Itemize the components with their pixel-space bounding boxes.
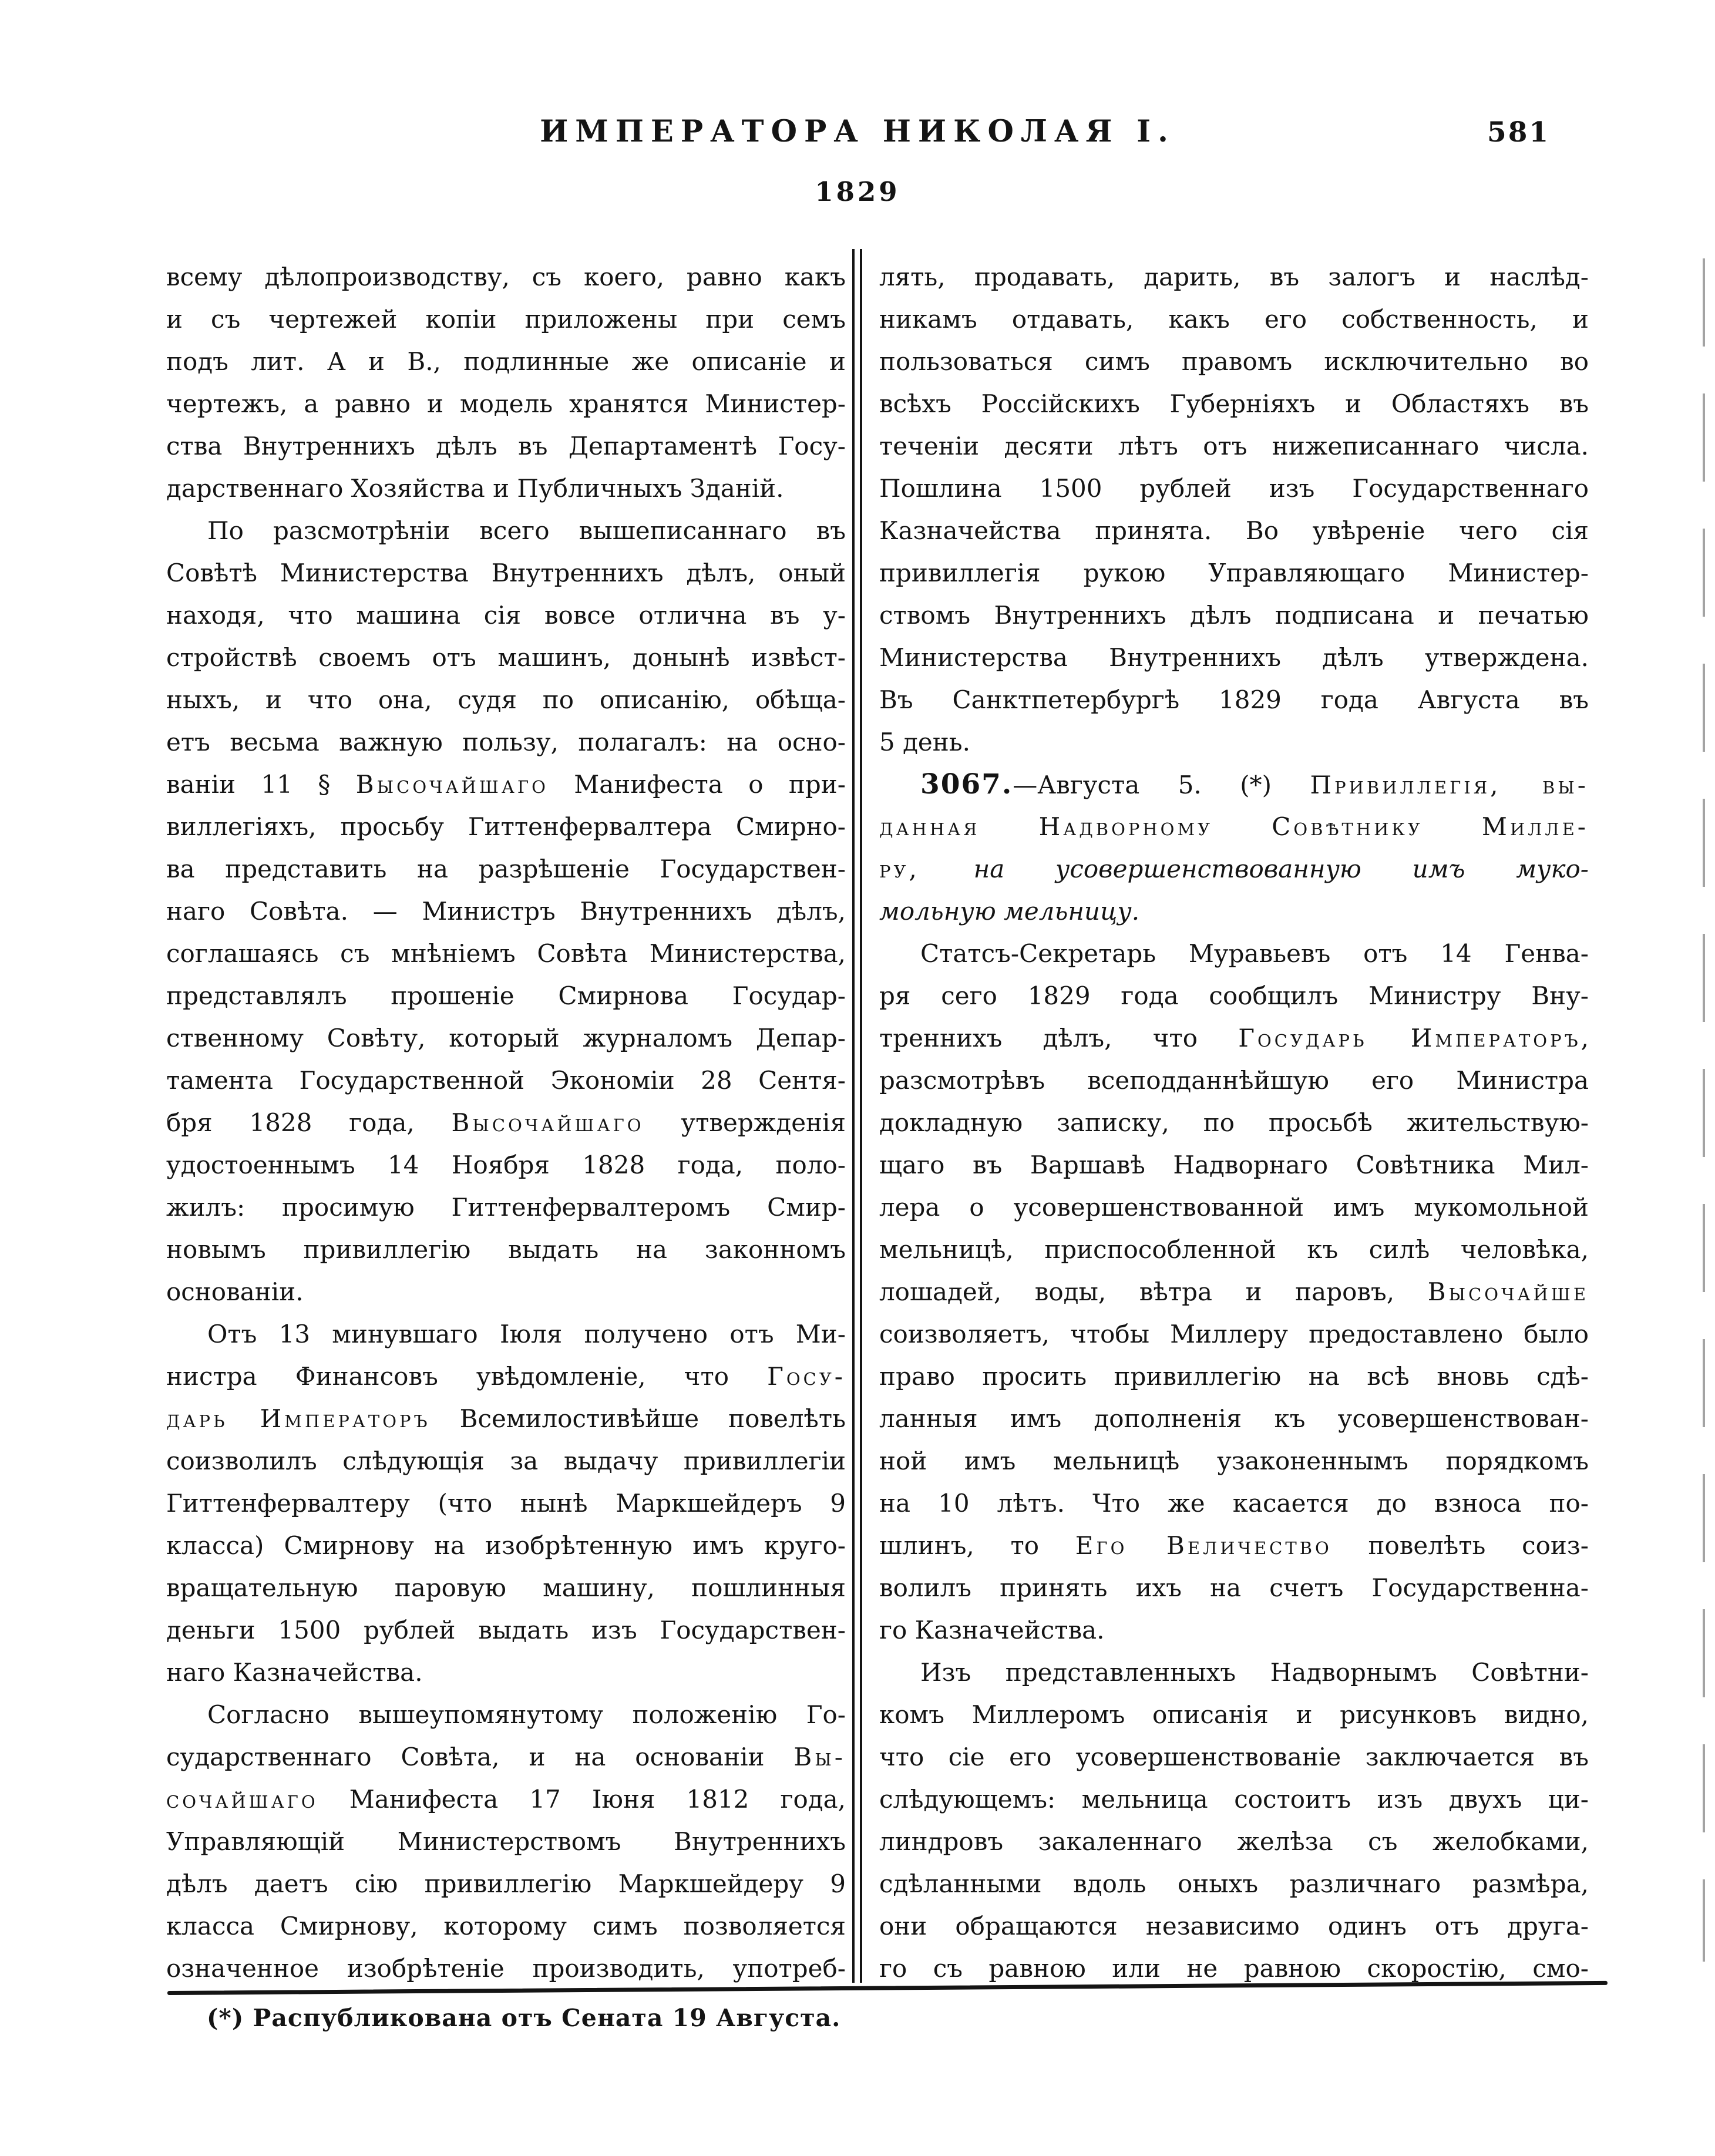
body-text: ря сего 1829 года сообщилъ Министру Вну- <box>879 981 1589 1010</box>
text-line <box>166 552 846 594</box>
smallcaps-text: Высочайшаго <box>355 770 549 799</box>
smallcaps-text: дарь Императоръ <box>166 1404 431 1433</box>
body-text: Отъ 13 минувшаго Іюля получено отъ Ми- <box>207 1320 846 1348</box>
text-line <box>166 341 846 383</box>
body-text: Статсъ-Секретарь Муравьевъ отъ 14 Генва- <box>920 939 1589 968</box>
text-line <box>166 425 846 467</box>
text-line <box>879 1863 1589 1905</box>
body-text: ныхъ, и что она, судя по описанію, обѣща- <box>166 685 846 714</box>
body-text: вращательную паровую машину, пошлинныя <box>166 1573 846 1602</box>
body-text: слѣдующемъ: мельница состоитъ изъ двухъ ци- <box>879 1785 1589 1814</box>
year-heading: 1829 <box>815 176 900 207</box>
body-text: шлинъ, то <box>879 1531 1075 1560</box>
page-edge-artifact <box>1703 258 1705 1962</box>
body-text: ной имъ мельницѣ узаконеннымъ порядкомъ <box>879 1447 1589 1475</box>
text-line <box>166 848 846 890</box>
text-line <box>166 1652 846 1694</box>
text-line <box>166 1398 846 1440</box>
body-text: находя, что машина сія вовсе отлична въ у- <box>166 601 846 630</box>
smallcaps-text: Высочайше <box>1427 1277 1589 1306</box>
text-line <box>879 763 1589 806</box>
body-text: удостоеннымъ 14 Ноября 1828 года, поло- <box>166 1151 846 1179</box>
body-text: никамъ отдавать, какъ его собственность, и <box>879 305 1589 334</box>
body-text: привиллегія рукою Управляющаго Министер- <box>879 559 1589 587</box>
body-text: ствомъ Внутреннихъ дѣлъ подписана и печатью <box>879 601 1589 630</box>
text-line <box>166 467 846 510</box>
text-line <box>879 1102 1589 1144</box>
text-line <box>879 1398 1589 1440</box>
text-line <box>166 1102 846 1144</box>
text-line <box>879 890 1589 933</box>
text-line <box>879 467 1589 510</box>
text-line <box>166 594 846 637</box>
text-line <box>879 1144 1589 1186</box>
body-text: Совѣтѣ Министерства Внутреннихъ дѣлъ, оный <box>166 559 846 587</box>
body-text: теченіи десяти лѣтъ отъ нижеписаннаго числа. <box>879 432 1589 460</box>
text-line <box>879 383 1589 425</box>
body-text: етъ весьма важную пользу, полагалъ: на осно- <box>166 728 846 756</box>
body-text: тамента Государственной Экономіи 28 Сентя- <box>166 1066 846 1095</box>
italic-text: на усовершенствованную имъ муко- <box>973 855 1589 883</box>
body-text: —Августа 5. (*) <box>1013 771 1310 799</box>
text-line <box>166 1356 846 1398</box>
text-line <box>879 1905 1589 1948</box>
text-line <box>879 1440 1589 1482</box>
text-line <box>166 1948 846 1990</box>
body-text: дарственнаго Хозяйства и Публичныхъ Зданій. <box>166 474 784 503</box>
text-line <box>166 806 846 848</box>
body-text: лера о усовершенствованной имъ мукомольной <box>879 1193 1589 1222</box>
body-text: Въ Санктпетербургѣ 1829 года Августа въ <box>879 685 1589 714</box>
text-line <box>166 1778 846 1821</box>
body-text: соизволилъ слѣдующія за выдачу привиллегіи <box>166 1447 846 1475</box>
body-text: наго Казначейства. <box>166 1658 423 1687</box>
body-text: виллегіяхъ, просьбу Гиттенфервалтера Смирно- <box>166 812 846 841</box>
text-line <box>879 1821 1589 1863</box>
text-line <box>879 637 1589 679</box>
body-text: утвержденія <box>644 1108 846 1137</box>
body-text: повелѣть соиз- <box>1331 1531 1589 1560</box>
body-text: ства Внутреннихъ дѣлъ въ Департаментѣ Госу- <box>166 432 846 460</box>
text-line <box>166 1186 846 1229</box>
body-text: деньги 1500 рублей выдать изъ Государствен- <box>166 1616 846 1644</box>
text-line <box>879 1609 1589 1652</box>
body-text: По разсмотрѣніи всего вышеписаннаго въ <box>207 516 846 545</box>
body-text: право просить привиллегію на всѣ вновь сдѣ- <box>879 1362 1589 1391</box>
left-column <box>166 256 846 1990</box>
body-text: нистра Финансовъ увѣдомленіе, что <box>166 1362 768 1391</box>
text-line <box>166 975 846 1017</box>
body-text: ва представить на разрѣшеніе Государствен- <box>166 855 846 883</box>
body-text: разсмотрѣвъ всеподданнѣйшую его Министра <box>879 1066 1589 1095</box>
smallcaps-text: ру, <box>879 855 974 883</box>
text-line <box>879 1229 1589 1271</box>
text-line <box>879 848 1589 890</box>
body-text: соизволяетъ, чтобы Миллеру предоставлено было <box>879 1320 1589 1348</box>
text-line <box>879 1313 1589 1356</box>
text-line <box>879 679 1589 721</box>
body-text: комъ Миллеромъ описанія и рисунковъ видно, <box>879 1700 1589 1729</box>
running-head: ИМПЕРАТОРА НИКОЛАЯ I. <box>540 114 1175 149</box>
body-text: Манифеста 17 Іюня 1812 года, <box>318 1785 846 1814</box>
body-text: треннихъ дѣлъ, что <box>879 1024 1239 1052</box>
body-text: подъ лит. А и В., подлинные же описаніе и <box>166 347 846 376</box>
body-text: означенное изобрѣтеніе производить, употреб- <box>166 1954 846 1983</box>
body-text: волилъ принять ихъ на счетъ Государственна- <box>879 1573 1589 1602</box>
text-line <box>166 256 846 298</box>
body-text: Всемилостивѣйше повелѣть <box>430 1404 846 1433</box>
body-text: Манифеста о при- <box>548 770 846 799</box>
right-column <box>879 256 1589 1990</box>
text-line <box>879 1652 1589 1694</box>
text-line <box>166 1017 846 1059</box>
text-line <box>166 1271 846 1313</box>
text-line <box>166 933 846 975</box>
body-text: 5 день. <box>879 728 970 756</box>
text-line <box>166 1440 846 1482</box>
text-line <box>166 890 846 933</box>
text-line <box>166 1736 846 1778</box>
text-line <box>879 341 1589 383</box>
body-text: Управляющій Министерствомъ Внутреннихъ <box>166 1827 846 1856</box>
body-text: Министерства Внутреннихъ дѣлъ утверждена. <box>879 643 1589 672</box>
smallcaps-text: Государь Императоръ <box>1238 1024 1581 1052</box>
page-number: 581 <box>1487 116 1551 149</box>
body-text: сударственнаго Совѣта, и на основаніи <box>166 1743 794 1771</box>
body-text: наго Совѣта. — Министръ Внутреннихъ дѣлъ, <box>166 897 846 926</box>
body-text: ланныя имъ дополненія къ усовершенствован- <box>879 1404 1589 1433</box>
text-line <box>879 1186 1589 1229</box>
body-text: лять, продавать, дарить, въ залогъ и наслѣд- <box>879 263 1589 291</box>
text-line <box>879 1017 1589 1059</box>
body-text: основаніи. <box>166 1277 304 1306</box>
body-text: на 10 лѣтъ. Что же касается до взноса по- <box>879 1489 1589 1518</box>
text-line <box>879 1482 1589 1525</box>
text-line <box>166 1229 846 1271</box>
text-line <box>166 721 846 763</box>
body-text: новымъ привиллегію выдать на законномъ <box>166 1235 846 1264</box>
text-line <box>879 298 1589 341</box>
text-line <box>879 933 1589 975</box>
smallcaps-text: Госу- <box>767 1362 846 1391</box>
entry-number: 3067. <box>920 768 1013 800</box>
smallcaps-text: Высочайшаго <box>451 1108 644 1137</box>
smallcaps-text: сочайшаго <box>166 1785 318 1814</box>
italic-text: мольную мельницу. <box>879 897 1140 926</box>
text-line <box>879 1525 1589 1567</box>
text-line <box>166 1821 846 1863</box>
text-line <box>879 721 1589 763</box>
text-line <box>166 679 846 721</box>
body-text: жилъ: просимую Гиттенфервалтеромъ Смир- <box>166 1193 846 1222</box>
text-line <box>166 1567 846 1609</box>
body-text: Пошлина 1500 рублей изъ Государственнаго <box>879 474 1589 503</box>
body-text: ваніи 11 § <box>166 770 356 799</box>
body-text: всему дѣлопроизводству, съ коего, равно какъ <box>166 263 846 291</box>
body-text: и съ чертежей копіи приложены при семъ <box>166 305 846 334</box>
text-line <box>166 1144 846 1186</box>
body-text: Изъ представленныхъ Надворнымъ Совѣтни- <box>920 1658 1589 1687</box>
body-text: Гиттенфервалтеру (что нынѣ Маркшейдеръ 9 <box>166 1489 846 1518</box>
body-text: дѣлъ даетъ сію привиллегію Маркшейдеру 9 <box>166 1869 846 1898</box>
text-line <box>879 1694 1589 1736</box>
smallcaps-text: Его Величество <box>1075 1531 1332 1560</box>
text-line <box>879 806 1589 848</box>
text-line <box>879 256 1589 298</box>
body-text: стройствѣ своемъ отъ машинъ, донынѣ извѣст- <box>166 643 846 672</box>
text-line <box>879 1271 1589 1313</box>
text-line <box>166 1863 846 1905</box>
body-text: класса) Смирнову на изобрѣтенную имъ круго- <box>166 1531 846 1560</box>
body-text: что сіе его усовершенствованіе заключается въ <box>879 1743 1589 1771</box>
text-line <box>879 510 1589 552</box>
body-text: Согласно вышеупомянутому положенію Го- <box>207 1700 846 1729</box>
body-text: чертежъ, а равно и модель хранятся Министер- <box>166 389 846 418</box>
text-line <box>166 1313 846 1356</box>
text-line <box>879 594 1589 637</box>
text-line <box>879 1059 1589 1102</box>
text-line <box>166 1059 846 1102</box>
text-line <box>166 637 846 679</box>
body-text: лошадей, воды, вѣтра и паровъ, <box>879 1277 1428 1306</box>
text-line <box>879 552 1589 594</box>
body-text: соглашаясь съ мнѣніемъ Совѣта Министерства, <box>166 939 846 968</box>
text-line <box>879 1567 1589 1609</box>
footnote: (*) Распубликована отъ Сената 19 Августа. <box>207 2004 841 2032</box>
body-text: ственному Совѣту, который журналомъ Депар- <box>166 1024 846 1052</box>
body-text: , <box>1581 1024 1589 1052</box>
body-text: докладную записку, по просьбѣ жительствую- <box>879 1108 1589 1137</box>
body-text: всѣхъ Россійскихъ Губерніяхъ и Областяхъ въ <box>879 389 1589 418</box>
body-text: мельницѣ, приспособленной къ силѣ человѣка, <box>879 1235 1589 1264</box>
text-line <box>879 1356 1589 1398</box>
text-line <box>166 510 846 552</box>
column-divider <box>852 249 862 1983</box>
body-text: они обращаются независимо одинъ отъ друга- <box>879 1912 1589 1940</box>
smallcaps-text: данная Надворному Совѣтнику Милле- <box>879 812 1589 841</box>
text-line <box>166 763 846 806</box>
body-text: линдровъ закаленнаго желѣза съ желобками, <box>879 1827 1589 1856</box>
text-line <box>166 1525 846 1567</box>
text-line <box>166 298 846 341</box>
body-text: го Казначейства. <box>879 1616 1105 1644</box>
body-text: пользоваться симъ правомъ исключительно во <box>879 347 1589 376</box>
body-text: сдѣланными вдоль оныхъ различнаго размѣра, <box>879 1869 1589 1898</box>
body-text: бря 1828 года, <box>166 1108 452 1137</box>
smallcaps-text: Привиллегія, вы- <box>1310 771 1589 799</box>
text-line <box>166 383 846 425</box>
text-line <box>879 1736 1589 1778</box>
text-line <box>166 1482 846 1525</box>
body-text: Казначейства принята. Во увѣреніе чего сія <box>879 516 1589 545</box>
text-line <box>166 1609 846 1652</box>
text-line <box>166 1905 846 1948</box>
text-line <box>166 1694 846 1736</box>
text-line <box>879 425 1589 467</box>
text-line <box>879 975 1589 1017</box>
body-text: представлялъ прошеніе Смирнова Государ- <box>166 981 846 1010</box>
smallcaps-text: Вы- <box>793 1743 846 1771</box>
body-text: класса Смирнову, которому симъ позволяется <box>166 1912 846 1940</box>
text-line <box>879 1778 1589 1821</box>
body-text: го съ равною или не равною скоростію, смо- <box>879 1954 1589 1983</box>
body-text: щаго въ Варшавѣ Надворнаго Совѣтника Мил- <box>879 1151 1589 1179</box>
